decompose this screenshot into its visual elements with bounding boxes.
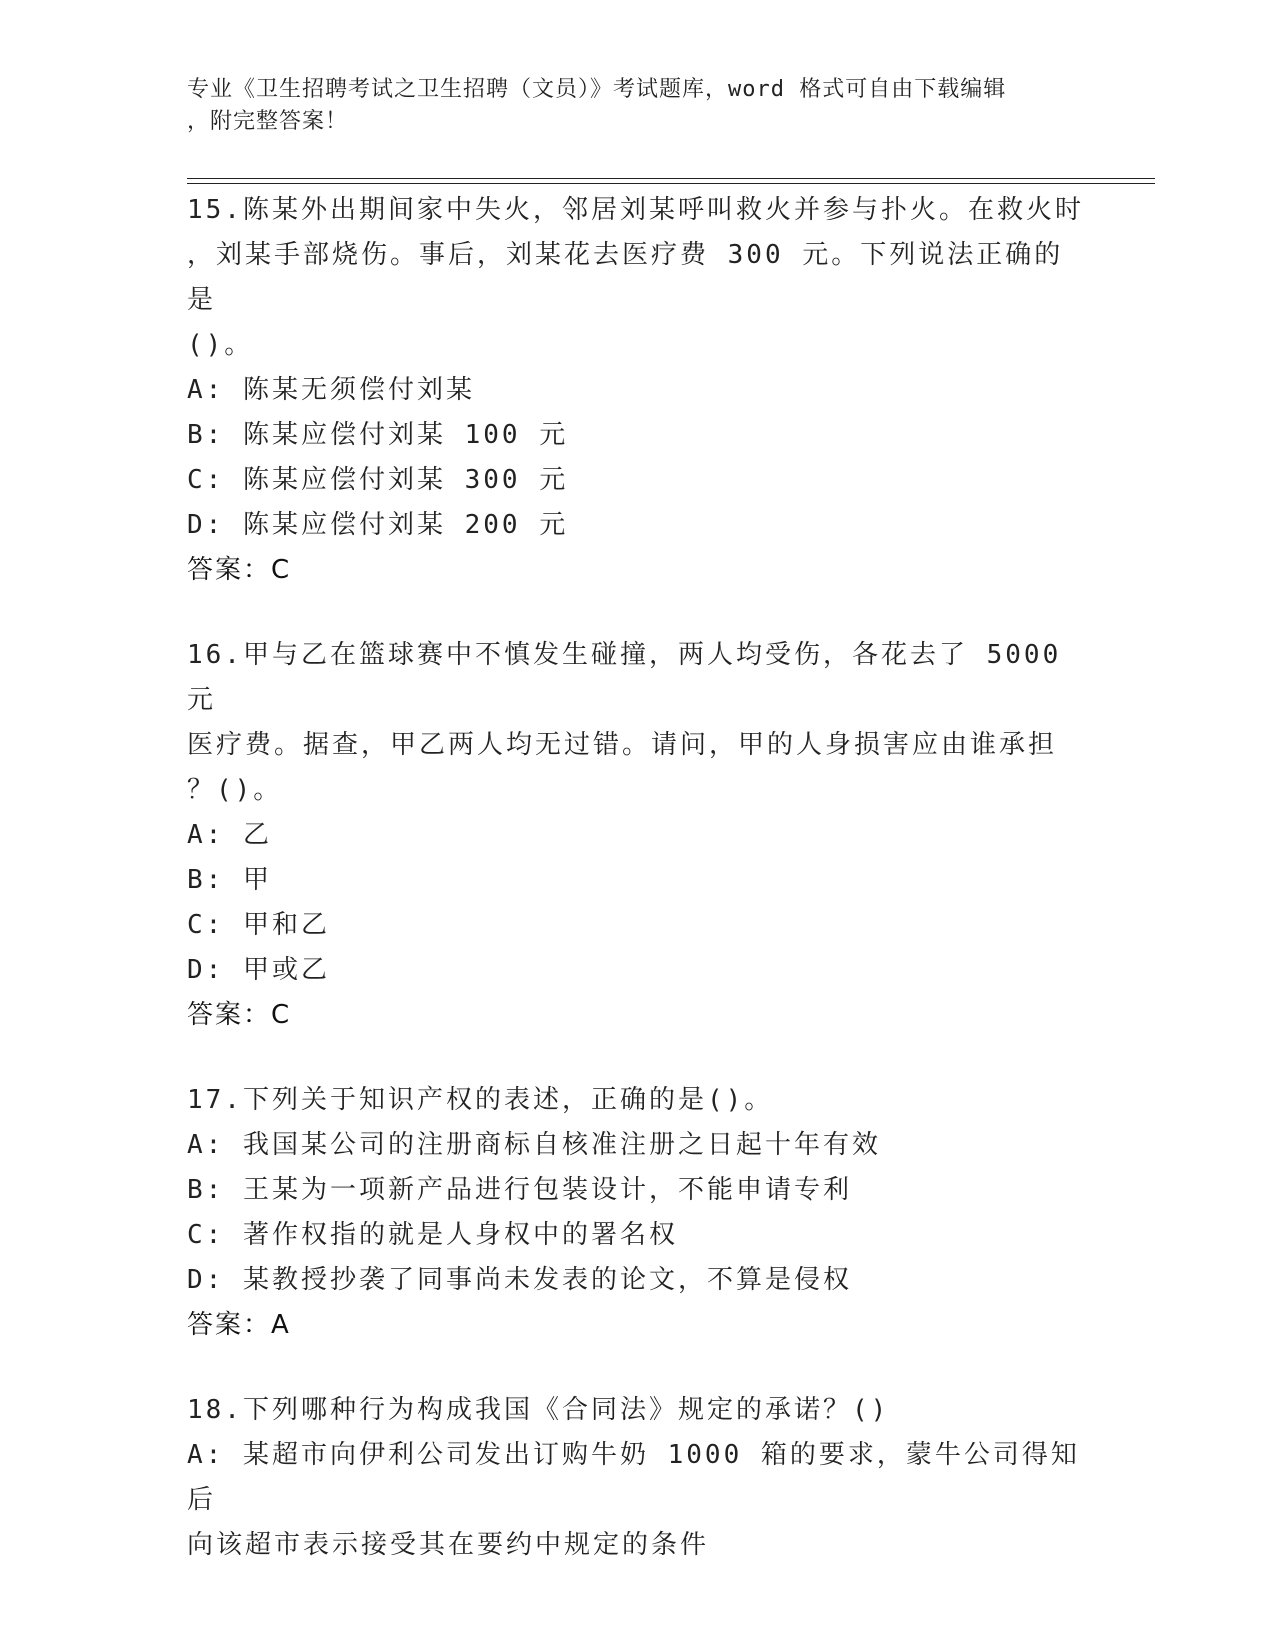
question-17 (187, 1078, 1087, 1348)
option-a: A: 陈某无须偿付刘某 (187, 375, 475, 405)
option-b: B: 陈某应偿付刘某 100 元 (187, 420, 569, 450)
document-header: 专业《卫生招聘考试之卫生招聘（文员）》考试题库，word 格式可自由下载编辑 ，附完整答案！ (187, 77, 1007, 134)
option-a: A: 我国某公司的注册商标自核准注册之日起十年有效 (187, 1130, 881, 1160)
answer-line: 答案：A (187, 1310, 291, 1340)
question-16 (187, 633, 1087, 1038)
question-stem: 16.甲与乙在篮球赛中不慎发生碰撞，两人均受伤，各花去了 5000 元 医疗费。据查，甲乙两人均无过错。请问，甲的人身损害应由谁承担 ？()。 (187, 640, 1062, 805)
option-a: A: 乙 (187, 820, 272, 850)
answer-line: 答案：C (187, 555, 292, 585)
question-list (187, 188, 1087, 1608)
option-c: C: 著作权指的就是人身权中的署名权 (187, 1220, 678, 1250)
question-18 (187, 1388, 1087, 1568)
option-a: A: 某超市向伊利公司发出订购牛奶 1000 箱的要求，蒙牛公司得知后 向该超市表示接受其在要约中规定的条件 (187, 1440, 1080, 1560)
option-c: C: 甲和乙 (187, 910, 330, 940)
option-b: B: 王某为一项新产品进行包装设计，不能申请专利 (187, 1175, 852, 1205)
question-stem: 18.下列哪种行为构成我国《合同法》规定的承诺？() (187, 1395, 890, 1425)
question-15 (187, 188, 1087, 593)
option-d: D: 某教授抄袭了同事尚未发表的论文，不算是侵权 (187, 1265, 852, 1295)
question-stem: 17.下列关于知识产权的表述，正确的是()。 (187, 1085, 774, 1115)
header-rule-top (187, 178, 1155, 179)
option-d: D: 甲或乙 (187, 955, 330, 985)
header-rule-bottom (187, 183, 1155, 184)
answer-line: 答案：C (187, 1000, 292, 1030)
option-d: D: 陈某应偿付刘某 200 元 (187, 510, 569, 540)
option-b: B: 甲 (187, 865, 272, 895)
option-c: C: 陈某应偿付刘某 300 元 (187, 465, 569, 495)
question-stem: 15.陈某外出期间家中失火，邻居刘某呼叫救火并参与扑火。在救火时 ，刘某手部烧伤。事后，刘某花去医疗费 300 元。下列说法正确的是 ()。 (187, 195, 1084, 360)
